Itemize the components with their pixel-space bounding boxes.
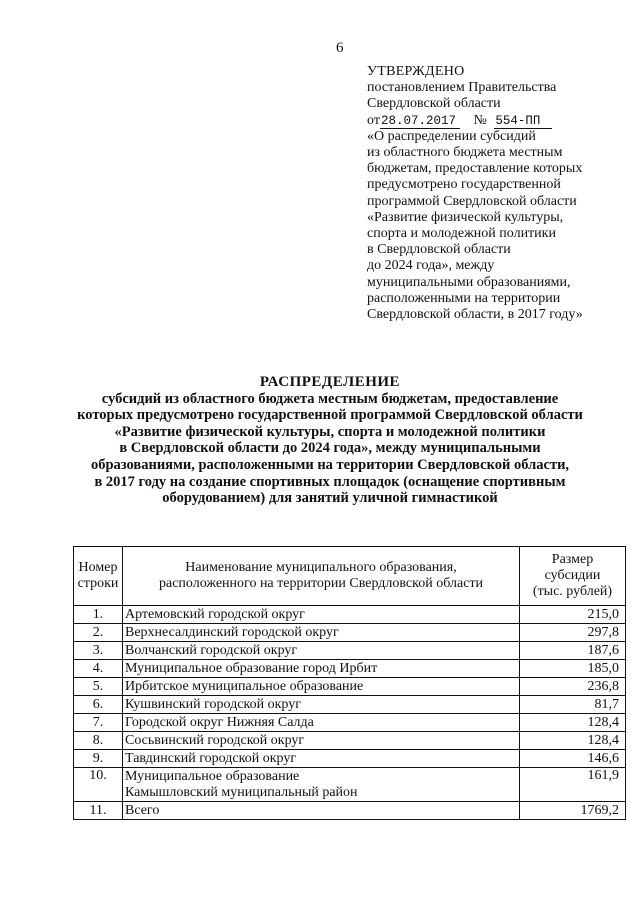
approval-line: Свердловской области [367, 96, 501, 112]
table-row [74, 678, 626, 696]
row-name: Сосьвинский городской округ [123, 732, 520, 750]
approval-line: Свердловской области, в 2017 году» [367, 307, 583, 323]
header-row-number [74, 547, 123, 606]
number-prefix: № [473, 112, 487, 128]
title-line: субсидий из областного бюджета местным бюджетам, предоставление [101, 390, 559, 407]
row-value: 215,0 [520, 606, 626, 624]
row-name-line: Муниципальное образование [125, 769, 300, 784]
row-number: 2. [74, 624, 123, 642]
row-name: Артемовский городской округ [123, 606, 520, 624]
row-value: 236,8 [520, 678, 626, 696]
row-number: 8. [74, 732, 123, 750]
title-main: РАСПРЕДЕЛЕНИЕ [259, 374, 401, 390]
row-name-line: Камышловский муниципальный район [125, 784, 358, 800]
row-number: 10. [74, 768, 123, 802]
title-line: в Свердловской области до 2024 года», между муниципальными [119, 440, 541, 457]
row-name: Муниципальное образование город Ирбит [123, 660, 520, 678]
approval-line: спорта и молодежной политики [367, 226, 556, 242]
row-value: 185,0 [520, 660, 626, 678]
row-number: 7. [74, 714, 123, 732]
row-number: 11. [74, 802, 123, 820]
row-name: Городской округ Нижняя Салда [123, 714, 520, 732]
row-value: 1769,2 [520, 802, 626, 820]
approval-line: до 2024 года», между [367, 258, 495, 274]
row-value: 128,4 [520, 732, 626, 750]
approval-block [367, 64, 637, 323]
approval-line: предусмотрено государственной [367, 177, 561, 193]
table-row [74, 606, 626, 624]
row-number: 6. [74, 696, 123, 714]
row-number: 1. [74, 606, 123, 624]
row-name: Кушвинский городской округ [123, 696, 520, 714]
row-name [123, 768, 520, 802]
table-row [74, 696, 626, 714]
row-value: 161,9 [520, 768, 626, 802]
row-number: 9. [74, 750, 123, 768]
row-value: 128,4 [520, 714, 626, 732]
header-text: расположенного на территории Свердловской области [158, 576, 484, 591]
approval-line: «Развитие физической культуры, [367, 209, 564, 225]
header-text: Размер [551, 552, 594, 567]
header-text: субсидии [544, 568, 601, 583]
date-prefix: от [367, 112, 380, 128]
approval-heading: УТВЕРЖДЕНО [367, 64, 465, 79]
title-line: оборудованием) для занятий уличной гимнастикой [162, 490, 498, 507]
row-name: Всего [123, 802, 520, 820]
approval-line: бюджетам, предоставление которых [367, 161, 583, 177]
table-row [74, 642, 626, 660]
page-number: 6 [336, 40, 344, 56]
row-number: 5. [74, 678, 123, 696]
table-row [74, 660, 626, 678]
title-line: в 2017 году на создание спортивных площадок (оснащение спортивным [94, 473, 566, 490]
header-text: Наименование муниципального образования, [185, 560, 457, 575]
row-name: Волчанский городской округ [123, 642, 520, 660]
header-subsidy [520, 547, 626, 606]
row-name: Ирбитское муниципальное образование [123, 678, 520, 696]
table-row [74, 768, 626, 802]
table-row [74, 732, 626, 750]
table-row [74, 714, 626, 732]
row-number: 4. [74, 660, 123, 678]
row-name: Верхнесалдинский городской округ [123, 624, 520, 642]
approval-line: в Свердловской области [367, 242, 511, 258]
row-number: 3. [74, 642, 123, 660]
approval-line: расположенными на территории [367, 290, 561, 306]
document-title [60, 374, 600, 507]
approval-date-line [367, 113, 637, 129]
subsidy-table [73, 546, 626, 820]
approval-line: программой Свердловской области [367, 193, 577, 209]
title-line: образованиями, расположенными на территории Свердловской области, [90, 456, 570, 473]
row-value: 297,8 [520, 624, 626, 642]
approval-line: «О распределении субсидий [367, 128, 536, 144]
table-row [74, 750, 626, 768]
table-header-row [74, 547, 626, 606]
header-text: (тыс. рублей) [532, 584, 613, 599]
approval-line: постановлением Правительства [367, 80, 557, 96]
table-row-total [74, 802, 626, 820]
row-value: 81,7 [520, 696, 626, 714]
title-line: «Развитие физической культуры, спорта и молодежной политики [114, 423, 546, 440]
header-text: строки [77, 576, 119, 591]
header-municipality [123, 547, 520, 606]
row-value: 146,6 [520, 750, 626, 768]
title-line: которых предусмотрено государственной программой Свердловской области [77, 407, 583, 424]
row-name: Тавдинский городской округ [123, 750, 520, 768]
table-row [74, 624, 626, 642]
approval-line: муниципальными образованиями, [367, 274, 571, 290]
approval-date: 28.07.2017 [380, 115, 460, 129]
row-value: 187,6 [520, 642, 626, 660]
approval-number: 554-ПП [494, 115, 552, 129]
header-text: Номер [78, 560, 118, 575]
approval-line: из областного бюджета местным [367, 145, 563, 161]
